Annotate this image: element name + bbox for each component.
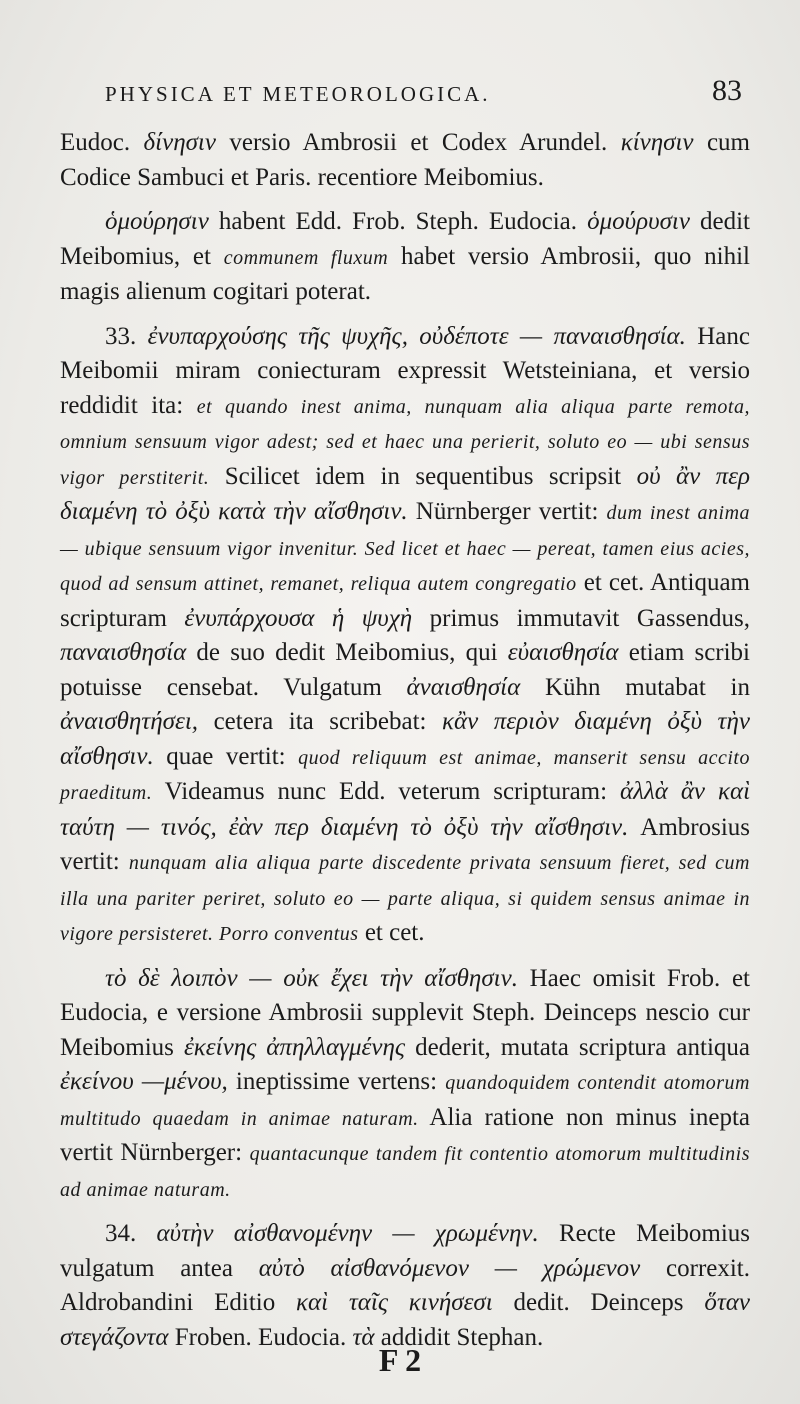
greek-text: ἐκείνου —μένου, — [60, 1068, 228, 1095]
text-segment: Kühn mutabat in — [520, 673, 750, 701]
text-segment: Eudoc. — [60, 129, 144, 156]
text-segment: Recte Meibomius vulgatum antea — [60, 1220, 750, 1282]
paragraph — [60, 126, 750, 195]
text-segment: habent Edd. Frob. Steph. Eudocia. — [208, 208, 588, 235]
text-segment: primus immutavit Gassendus, — [412, 604, 751, 632]
text-segment: Haec omisit Frob. et Eudocia, e versione Ambrosii supplevit Steph. Deinceps nescio cur Meibomius — [60, 964, 750, 1061]
signature-mark: F 2 — [378, 1342, 422, 1378]
greek-text: τὰ — [352, 1323, 375, 1351]
greek-text: κἂν περιὸν διαμένη ὀξὺ τὴν αἴσθησιν. — [60, 708, 750, 770]
greek-text: οὐ ἂν περ διαμένη τὸ ὀξὺ κατὰ τὴν αἴσθησιν. — [60, 462, 750, 525]
italic-translation: communem fluxum — [223, 246, 389, 269]
paragraph — [60, 205, 750, 310]
greek-text: ἐνυπαρχούσης τῆς ψυχῆς, οὐδέποτε — παναισθησία. — [147, 322, 686, 350]
greek-text: ἐκείνης ἀπηλλαγμένης — [183, 1033, 406, 1061]
italic-translation: quandoquidem contendit atomorum multitudo quaedam in animae naturam. — [60, 1072, 750, 1130]
text-segment: Alia ratione non minus inepta vertit Nürnberger: — [60, 1103, 750, 1166]
text-segment: quae vertit: — [153, 742, 299, 770]
text-segment: 33. — [105, 322, 148, 350]
greek-text: τὸ δὲ λοιπὸν — οὐκ ἔχει τὴν αἴσθησιν. — [105, 964, 518, 992]
text-segment: et cet. — [358, 919, 425, 946]
text-segment: correxit. Aldrobandini Editio — [60, 1254, 751, 1316]
page-number: 83 — [712, 74, 742, 107]
text-segment: Hanc Meibomii miram coniecturam expressit Wetsteiniana, et versio reddidit ita: — [60, 322, 751, 419]
greek-text: αὐτὸ αἰσθανόμενον — χρώμενον — [258, 1254, 641, 1282]
italic-translation: nunquam alia aliqua parte discedente privata sensuum fieret, sed cum illa una pariter periret, soluto eo — parte aliqua, si quidem sensus animae in vigore persisteret. Porro conventus — [60, 852, 750, 945]
text-segment: Scilicet idem in sequentibus scripsit — [209, 462, 637, 490]
body-text — [60, 126, 750, 1365]
greek-text: κίνησιν — [620, 129, 694, 156]
greek-text: ἐνυπάρχουσα ἡ ψυχὴ — [184, 604, 413, 632]
text-segment: etiam scribi potuisse censebat. Vulgatum — [60, 639, 751, 701]
greek-text: εὐαισθησία — [507, 639, 619, 666]
italic-translation: quod reliquum est animae, manserit sensu accito praeditum. — [60, 746, 750, 804]
paragraph — [60, 1217, 750, 1355]
text-segment: Nürnberger vertit: — [407, 498, 607, 525]
text-segment: versio Ambrosii et Codex Arundel. — [215, 129, 621, 156]
text-segment: Ambrosius vertit: — [60, 813, 750, 875]
greek-text: αὐτὴν αἰσθανομένην — χρωμένην. — [156, 1220, 539, 1247]
italic-translation: dum inest anima — ubique sensuum vigor invenitur. Sed licet et haec — pereat, tamen eius acies, quod ad sensum attinet, remanet, reliqua autem congregatio — [60, 502, 751, 595]
italic-translation: quantacunque tandem fit contentio atomorum multitudinis ad animae naturam. — [60, 1143, 750, 1201]
paragraph — [60, 320, 750, 952]
greek-text: ἀναισθητήσει, — [60, 708, 199, 735]
text-segment: dedit. Deinceps — [492, 1289, 705, 1316]
greek-text: παναισθησία — [60, 639, 187, 666]
greek-text: ὅταν στεγάζοντα — [60, 1289, 750, 1351]
greek-text: ὁμούρησιν — [105, 208, 209, 235]
text-segment: Videamus nunc Edd. veterum scripturam: — [152, 778, 620, 805]
greek-text: καὶ ταῖς κινήσεσι — [296, 1289, 493, 1316]
text-segment: de suo dedit Meibomius, qui — [186, 639, 508, 666]
italic-translation: et quando inest anima, nunquam alia aliqua parte remota, omnium sensuum vigor adest; sed et haec una perierit, soluto eo — ubi sensus vigor perstiterit. — [60, 395, 750, 489]
greek-text: δίνησιν — [143, 129, 216, 156]
text-segment: addidit Stephan. — [374, 1323, 544, 1351]
text-segment: ineptissime vertens: — [227, 1068, 446, 1095]
text-segment: habet versio Ambrosii, quo nihil magis alienum cogitari poterat. — [60, 242, 750, 305]
text-segment: cetera ita scribebat: — [198, 708, 442, 735]
text-segment: 34. — [105, 1220, 157, 1247]
greek-text: ἀναισθησία — [406, 673, 521, 701]
text-segment: dedit Meibomius, et — [60, 208, 750, 270]
paragraph — [60, 962, 750, 1208]
greek-text: ὁμούρυσιν — [587, 208, 690, 235]
text-segment: dederit, mutata scriptura antiqua — [405, 1033, 750, 1061]
text-segment: cum Codice Sambuci et Paris. recentiore Meibomius. — [60, 129, 750, 191]
running-title: PHYSICA ET METEOROLOGICA. — [105, 82, 491, 106]
text-segment: et cet. Antiquam scripturam — [60, 569, 750, 632]
running-header — [105, 72, 742, 112]
text-segment: Froben. Eudocia. — [168, 1323, 353, 1351]
greek-text: ἀλλὰ ἂν καὶ ταύτη — τινός, ἐὰν περ διαμένη τὸ ὀξὺ τὴν αἴσθησιν. — [60, 778, 751, 841]
